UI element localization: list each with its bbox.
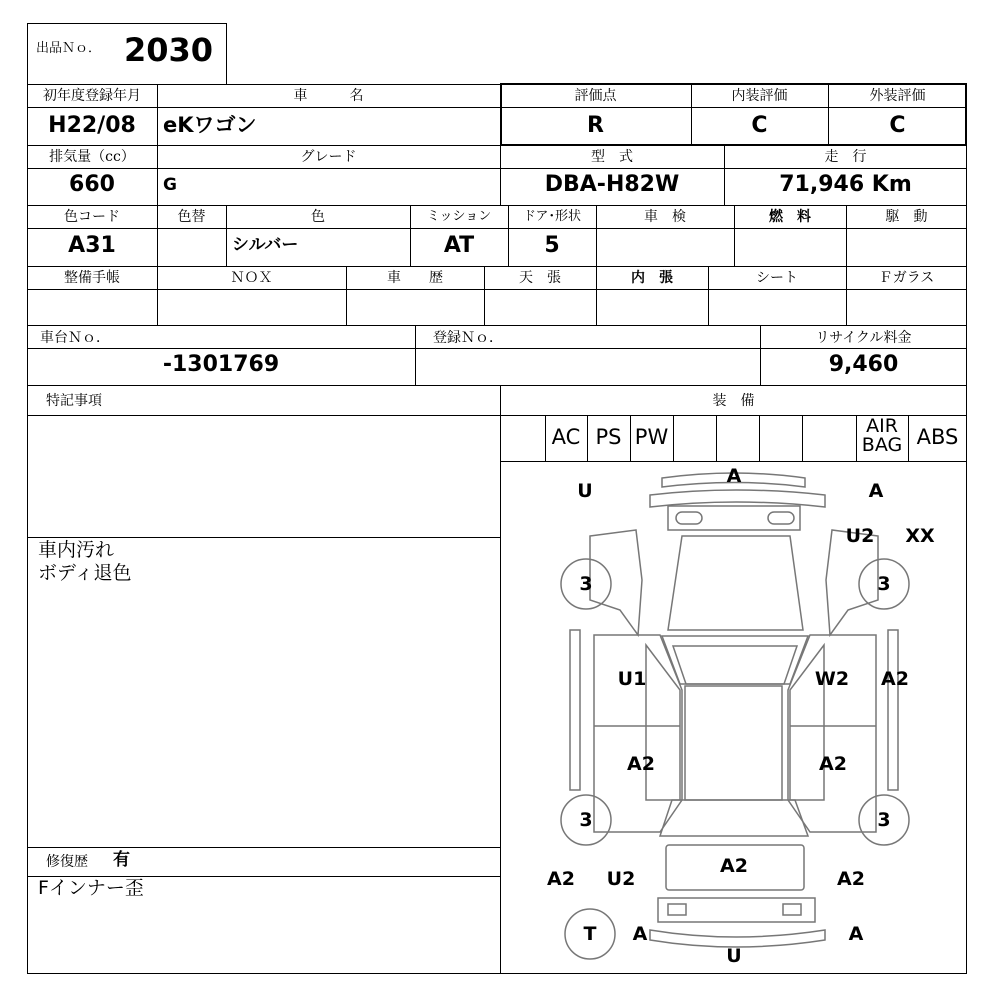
first-reg-label: 初年度登録年月 xyxy=(43,88,141,104)
damage-rear-bumper: U xyxy=(726,945,742,967)
model-label: 型 式 xyxy=(591,149,633,165)
mileage-value: 71,946 Km xyxy=(779,172,912,197)
repair-history-label: 修復歴 xyxy=(46,854,88,870)
mission-value: AT xyxy=(443,233,475,258)
color-code-label: 色コード xyxy=(64,209,120,225)
damage-right-fender: U2 xyxy=(845,525,875,547)
first-reg-value: H22/08 xyxy=(48,113,136,138)
remark-2: ボディ退色 xyxy=(38,562,132,584)
damage-tyre-rear-right: 3 xyxy=(877,809,891,831)
color-value: シルバー xyxy=(232,235,299,255)
damage-rear-left-quarter: A2 xyxy=(547,868,575,890)
damage-tyre-front-right: 3 xyxy=(877,573,891,595)
equipment-airbag: AIR BAG xyxy=(861,415,903,456)
equipment-ps: PS xyxy=(595,425,622,449)
repair-note-1: Fインナー歪 xyxy=(38,877,144,899)
displacement-label: 排気量（cc） xyxy=(49,149,135,165)
mission-label: ミッション xyxy=(426,209,492,224)
exterior-score-value: C xyxy=(889,113,906,138)
remarks-label: 特記事項 xyxy=(46,393,102,409)
history-label: 車 歴 xyxy=(387,270,443,286)
damage-right-step: A2 xyxy=(881,668,909,690)
displacement-value: 660 xyxy=(69,172,115,197)
color-label: 色 xyxy=(311,209,325,225)
damage-front-left: U xyxy=(577,480,593,502)
score-value: R xyxy=(587,113,604,138)
repair-history-value: 有 xyxy=(113,850,130,870)
equipment-pw: PW xyxy=(634,425,669,449)
damage-rear-bumper-right: A xyxy=(848,923,864,945)
maintenance-label: 整備手帳 xyxy=(64,270,120,286)
color-change-label: 色替 xyxy=(177,209,206,225)
equipment-label: 装 備 xyxy=(712,393,755,409)
damage-tyre-front-left: 3 xyxy=(579,573,593,595)
interior-score-label: 内装評価 xyxy=(731,88,788,104)
reg-no-label: 登録Ｎｏ． xyxy=(433,330,503,346)
lot-number: 2030 xyxy=(124,31,214,69)
remark-1: 車内汚れ xyxy=(38,539,115,561)
damage-left-front-door: U1 xyxy=(617,668,647,690)
door-shape-label: ドア･形状 xyxy=(522,209,582,224)
grade-label: グレード xyxy=(300,149,357,165)
mileage-label: 走 行 xyxy=(824,149,867,165)
damage-rear-hatch: A2 xyxy=(720,855,748,877)
damage-tyre-rear-left: 3 xyxy=(579,809,593,831)
car-name-label: 車 名 xyxy=(293,88,364,104)
car-name-value: eKワゴン xyxy=(163,113,257,137)
door-shape-value: 5 xyxy=(544,233,560,258)
damage-front-right: A xyxy=(868,480,884,502)
color-code-value: A31 xyxy=(68,233,116,258)
interior-score-value: C xyxy=(751,113,768,138)
damage-rear-right-quarter: A2 xyxy=(837,868,865,890)
fuel-label: 燃 料 xyxy=(769,209,811,225)
model-value: DBA-H82W xyxy=(544,172,680,197)
damage-left-rear-door: A2 xyxy=(627,753,655,775)
f-glass-label: Ｆガラス xyxy=(878,270,935,286)
damage-rear-bumper-left: A xyxy=(632,923,648,945)
lot-number-label: 出品Ｎｏ． xyxy=(36,41,102,56)
equipment-ac: AC xyxy=(551,425,581,449)
damage-right-rear-door: A2 xyxy=(819,753,847,775)
recycle-value: 9,460 xyxy=(828,352,899,377)
nox-label: ＮＯＸ xyxy=(230,270,273,286)
seat-label: シート xyxy=(756,270,798,286)
ceiling-label: 天 張 xyxy=(519,270,561,286)
damage-rear-left-quarter-2: U2 xyxy=(606,868,636,890)
inspection-label: 車 検 xyxy=(644,209,686,225)
drive-label: 駆 動 xyxy=(885,209,928,225)
exterior-score-label: 外装評価 xyxy=(869,88,926,104)
chassis-no-value: -1301769 xyxy=(162,352,280,377)
damage-front-bumper: A xyxy=(726,465,742,487)
equipment-abs: ABS xyxy=(916,425,959,449)
interior-trim-label: 内 張 xyxy=(631,270,673,286)
damage-right-fender-2: XX xyxy=(905,525,935,547)
grade-value: G xyxy=(163,175,177,195)
damage-spare-tyre: T xyxy=(583,923,597,945)
score-label: 評価点 xyxy=(574,88,617,104)
chassis-no-label: 車台Ｎｏ． xyxy=(40,330,110,346)
damage-right-front-door: W2 xyxy=(814,668,850,690)
recycle-label: リサイクル料金 xyxy=(815,330,912,346)
